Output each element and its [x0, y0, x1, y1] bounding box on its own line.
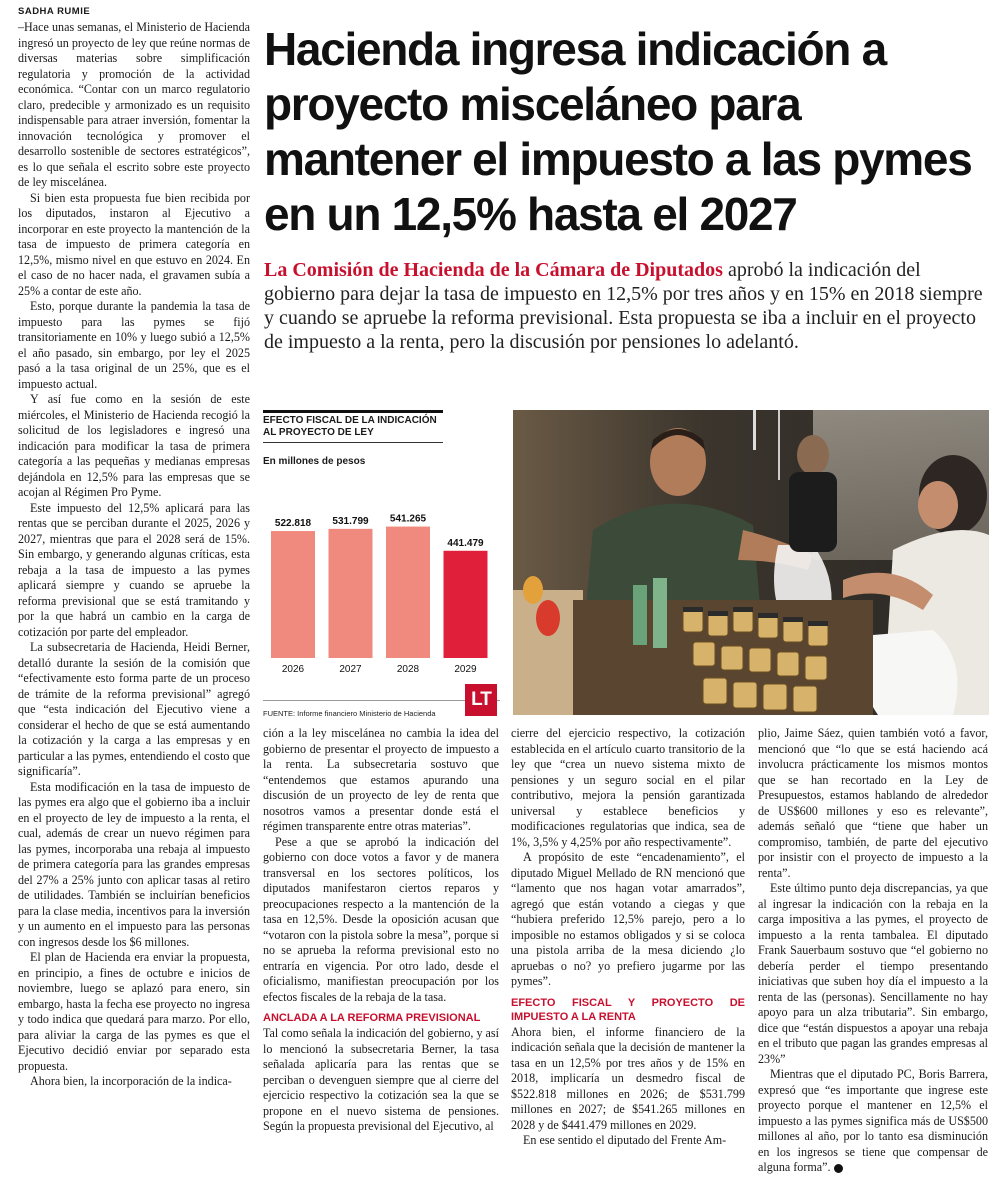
bar-2029	[444, 551, 488, 658]
paragraph: Este último punto deja discrepancias, ya que al ingresar la indicación con la rebaja en la carga impositiva a las pymes, el proyecto de impuesto a la renta tambalea. El diputado Frank Sauerbaum sostuvo que “el gobierno no debería perder el tiempo presentando iniciativas que suben hoy día el impuesto a la renta de las (personas). Sencillamente no hay apoyo para un alza tributaria”. Sin embargo, dice que “están dispuestos a apoyar una rebaja en el tributo que pagan las grandes empresas al 23%”	[758, 881, 988, 1066]
paragraph: Ahora bien, el informe financiero de la indicación señala que la decisión de mantener la tasa en un 12,5% por tres años y de 15% en 2018, implicaría un desmedro fiscal de $522.818 millones en 2026; de $531.799 millones en 2027; de $541.265 millones en 2028 y de $441.479 millones en 2029.	[511, 1024, 745, 1132]
bar-value-label: 541.265	[389, 513, 427, 525]
x-tick-label: 2026	[281, 664, 305, 675]
chart-unit-label: En millones de pesos	[263, 456, 366, 467]
bar-value-label: 531.799	[332, 515, 369, 527]
x-tick-label: 2028	[396, 664, 420, 675]
article-column-4	[758, 726, 988, 1176]
paragraph: Y así fue como en la sesión de este miércoles, el Ministerio de Hacienda recogió la solicitud de los legisladores e ingresó una indicación para modificar la tasa de primera categoría a las pequeñas y medianas empresas dejándola en 12,5% para las empresas que se acojan al Régimen Pro Pyme.	[18, 392, 250, 499]
section-heading: EFECTO FISCAL Y PROYECTO DE IMPUESTO A LA RENTA	[511, 996, 745, 1023]
fiscal-effect-chart	[263, 410, 500, 722]
paragraph: plio, Jaime Sáez, quien también votó a favor, mencionó que “lo que se está haciendo acá involucra prácticamente los mismos montos que se han recortado en la Ley de Presupuestos, estamos hablando de alrededor de US$600 millones y eso es relevante”, además señaló que “tiene que haber un compromiso, también, de parte del ejecutivo por insistir con el proyecto de impuesto a la renta”.	[758, 726, 988, 880]
paragraph: La subsecretaria de Hacienda, Heidi Berner, detalló durante la sesión de la comisión que “efectivamente esto forma parte de un proceso de trámite de la reforma previsional” agregó que “esta indicación del Ejecutivo viene a considerar el hecho de que se está aumentando la cotización y la carga a las empresas y en particular a las pymes, entendiendo el costo que significaría”.	[18, 640, 250, 778]
chart-source: FUENTE: Informe financiero Ministerio de Hacienda	[263, 709, 436, 718]
paragraph: Ahora bien, la incorporación de la indica-	[30, 1074, 232, 1088]
paragraph: Esto, porque durante la pandemia la tasa de impuesto para las pymes se fijó transitoriamente en 10% y luego subió a 12,5% el año pasado, sin embargo, por ley el 2025 pasó a la tasa original de un 25%, que es el impuesto actual.	[18, 299, 250, 391]
market-photo-illustration	[513, 410, 989, 715]
paragraph: cierre del ejercicio respectivo, la cotización establecida en el artículo cuarto transitorio de la ley que “crea un nuevo sistema mixto de pensiones y un seguro social en el pilar contributivo, mejora la pensión garantizada universal y establece beneficios y modificaciones regulatorias que indica, sea de 1%, 3,5% y 4,25% por año respectivamente”.	[511, 726, 745, 849]
byline: SADHA RUMIE	[18, 6, 91, 17]
end-mark-icon: P	[834, 1164, 843, 1173]
section-heading: ANCLADA A LA REFORMA PREVISIONAL	[263, 1012, 481, 1024]
deck	[264, 258, 994, 354]
paragraph: Pese a que se aprobó la indicación del gobierno con doce votos a favor y de manera transversal en los sectores políticos, los diputados manifestaron ciertos reparos y preocupaciones respecto a la mantención de la tasa en 12,5%. Desde la oposición acusan que “votaron con la pistola sobre la mesa”, porque si no se aprueba la reforma previsional esto no entraría en vigencia. Por otro lado, desde el oficialismo, manifiestan preocupación por los efectos fiscales de la rebaja de la tasa.	[263, 834, 499, 1004]
bar-2028	[386, 527, 430, 658]
deck-text: aprobó la indicación del gobierno para dejar la tasa de impuesto en 12,5% por tres años y en 15% en 2018 siempre y cuando se apruebe la reforma previsional. Esta propuesta se iba a incluir en el proyecto de impuesto a la renta, pero la discusión por pensiones lo adelantó.	[264, 259, 983, 353]
paragraph: Este impuesto del 12,5% aplicará para las rentas que se perciban durante el 2025, 2026 y 2027, mientras que para el 2028 será de 15%. Sin embargo, y generando algunas críticas, esta rebaja a la tasa de impuesto a las pymes aplicará siempre y cuando se apruebe la reforma previsional que se está tramitando y por la que habrá un cambio en la carga de cotización por parte del empleador.	[18, 500, 250, 639]
paragraph-text: Mientras que el diputado PC, Boris Barrera, expresó que “es importante que ingrese este proyecto porque el mantener en 12,5% el impuesto a las pymes significa más de US$500 millones al año, por lo tanto esa disminución en los ingresos se tiene que compensar de alguna forma”.	[758, 1067, 988, 1174]
bar-value-label: 441.479	[447, 537, 484, 549]
x-tick-label: 2027	[339, 664, 362, 675]
market-photo	[513, 410, 989, 715]
chart-title: EFECTO FISCAL DE LA INDICACIÓN AL PROYECTO DE LEY	[263, 410, 443, 439]
bar-value-label: 522.818	[274, 518, 312, 530]
lt-logo: LT	[465, 684, 497, 716]
paragraph	[758, 1067, 988, 1176]
paragraph: Esta modificación en la tasa de impuesto de las pymes era algo que el gobierno iba a incluir en el proyecto de ley de impuesto a la renta, el cual, además de crear un nuevo régimen para las pymes, incorporaba una rebaja al impuesto de primera categoría para las grandes empresas del 27% a 25% junto con aplicar tasas al retiro de utilidades. También se incluirían beneficios para la clase media, incentivos para la inversión y un aumento en el impuesto para las personas con ingresos desde los $6 millones.	[18, 779, 250, 949]
paragraph: Si bien esta propuesta fue bien recibida por los diputados, instaron al Ejecutivo a incorporar en este proyecto la mantención de la tasa de impuesto de primera categoría en 12,5%, mismo nivel en que estuvo en 2024. En el caso de no hacer nada, el gravamen subía a 25% a contar de este año.	[18, 190, 250, 298]
bar-2026	[271, 531, 315, 658]
article-column-1	[18, 20, 250, 1090]
paragraph: A propósito de este “encadenamiento”, el diputado Miguel Mellado de RN mencionó que “lamento que nos hagan votar amarrados”, agregó que están votando a ciegas y que “hubiera preferido 12,5% parejo, pero a lo imposible no estamos obligados y si se coloca una pistola arriba de la mesa diciendo ¿lo apruebas o no? yo prefiero jugarme por las pymes”.	[511, 850, 745, 988]
paragraph: ción a la ley miscelánea no cambia la idea del gobierno de presentar el proyecto de impuesto a la renta. La subsecretaria sostuvo que “entendemos que estamos apurando una discusión de un proyecto de ley de renta que nosotros vamos a presentar donde está el régimen transparente entre otras materias”.	[263, 726, 499, 833]
article-column-2	[263, 726, 499, 1135]
bar-2027	[329, 529, 373, 658]
paragraph: En ese sentido el diputado del Frente Am-	[523, 1133, 727, 1147]
x-tick-label: 2029	[454, 664, 477, 675]
paragraph: Tal como señala la indicación del gobierno, y así lo mencionó la subsecretaria Berner, la tasa señalada aplicaría para las rentas que se perciban o devenguen siempre que al cierre del ejercicio respectivo la cotización sea la que se propone en el nuevo sistema de pensiones. Según la propuesta previsional del Ejecutivo, al	[263, 1026, 499, 1133]
bar-chart-svg	[263, 500, 500, 680]
article-column-3	[511, 726, 745, 1149]
headline: Hacienda ingresa indicación a proyecto misceláneo para mantener el impuesto a las pymes en un 12,5% hasta el 2027	[264, 23, 972, 240]
paragraph: –Hace unas semanas, el Ministerio de Hacienda ingresó un proyecto de ley que reúne normas de diversas materias sobre simplificación regulatoria y promoción de la actividad económica. “Contar con un marco regulatorio claro, predecible y armonizado es un requisito indispensable para atraer inversión, fomentar la innovación tecnológica y promover el desarrollo sostenible de sectores estratégicos”, es lo que señala el escrito sobre este proyecto de ley miscelánea.	[18, 20, 250, 189]
deck-lead: La Comisión de Hacienda de la Cámara de Diputados	[264, 259, 723, 281]
paragraph: El plan de Hacienda era enviar la propuesta, en principio, a fines de octubre e inicios de noviembre, luego se aplazó para enero, sin embargo, hasta la fecha ese proyecto no ingresa y todo indica que quedará para marzo. Por ello, para aliviar la carga de las pymes es que el Ejecutivo decidió enviar por separado esta propuesta.	[18, 950, 250, 1073]
